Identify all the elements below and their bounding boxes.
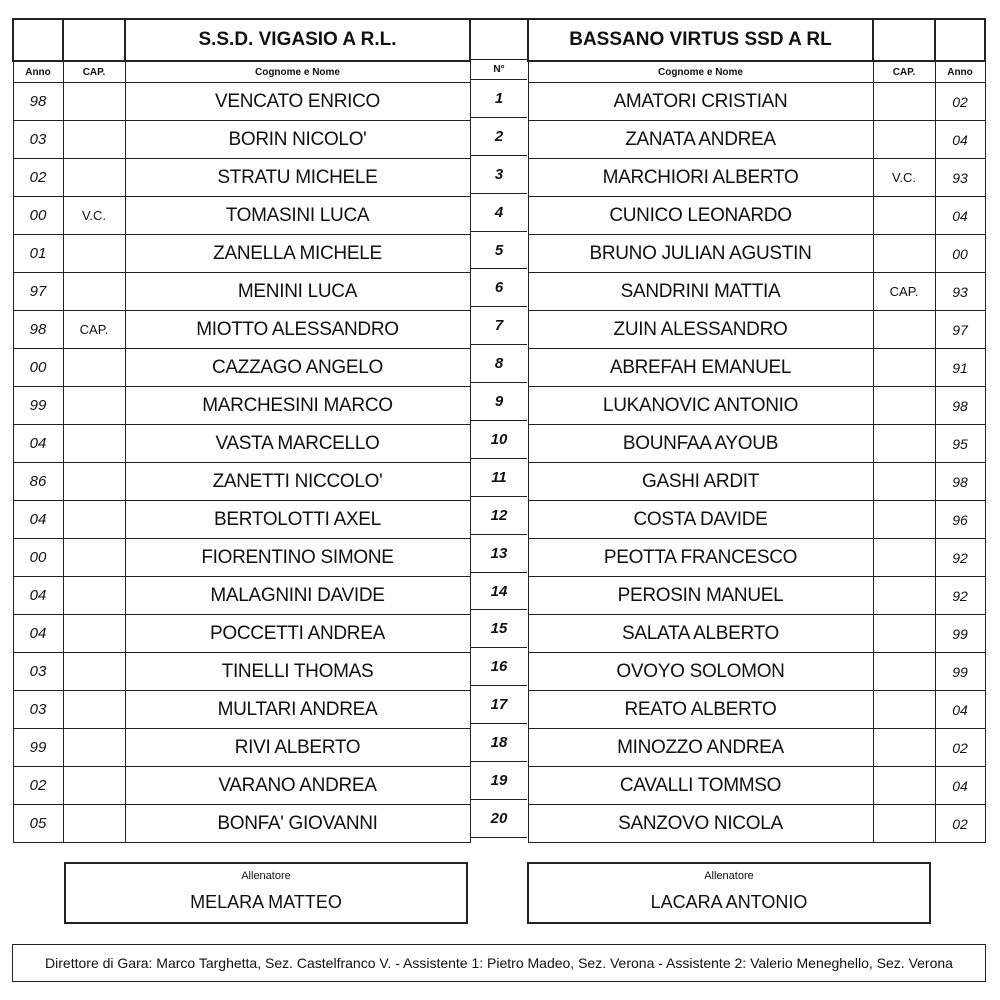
away-player-year: 04 (935, 197, 985, 235)
away-player-cap (873, 653, 935, 691)
away-player-name: PEOTTA FRANCESCO (528, 539, 873, 577)
away-player-name: OVOYO SOLOMON (528, 653, 873, 691)
away-player-row (528, 463, 985, 501)
home-player-year: 97 (13, 273, 63, 311)
home-coach-name: MELARA MATTEO (190, 892, 342, 912)
home-player-year: 02 (13, 767, 63, 805)
home-player-year: 04 (13, 577, 63, 615)
home-player-cap: CAP. (63, 311, 125, 349)
away-player-cap (873, 729, 935, 767)
away-coach-label: Allenatore (704, 870, 754, 882)
home-player-year: 99 (13, 729, 63, 767)
shirt-number: 4 (471, 194, 527, 232)
away-player-year: 99 (935, 653, 985, 691)
away-player-year: 00 (935, 235, 985, 273)
home-player-row (13, 729, 470, 767)
away-player-cap (873, 501, 935, 539)
away-player-row (528, 539, 985, 577)
shirt-number: 1 (471, 80, 527, 118)
away-player-year: 04 (935, 691, 985, 729)
home-player-year: 03 (13, 691, 63, 729)
away-player-year: 04 (935, 767, 985, 805)
home-player-name: ZANELLA MICHELE (125, 235, 470, 273)
home-player-row (13, 311, 470, 349)
home-player-row (13, 349, 470, 387)
home-player-name: MULTARI ANDREA (125, 691, 470, 729)
away-player-row (528, 653, 985, 691)
away-player-row (528, 501, 985, 539)
shirt-number: 6 (471, 269, 527, 307)
home-player-row (13, 159, 470, 197)
shirt-number: 11 (471, 459, 527, 497)
shirt-number: 18 (471, 724, 527, 762)
away-player-row (528, 615, 985, 653)
home-player-cap (63, 121, 125, 159)
home-player-cap (63, 767, 125, 805)
away-player-row (528, 121, 985, 159)
away-player-cap (873, 121, 935, 159)
away-player-cap (873, 805, 935, 843)
home-player-row (13, 501, 470, 539)
away-player-year: 04 (935, 121, 985, 159)
home-player-name: CAZZAGO ANGELO (125, 349, 470, 387)
home-player-row (13, 273, 470, 311)
home-player-row (13, 425, 470, 463)
home-player-cap: V.C. (63, 197, 125, 235)
away-player-cap (873, 387, 935, 425)
away-player-row (528, 729, 985, 767)
home-player-cap (63, 805, 125, 843)
away-team-table (527, 18, 986, 843)
away-player-name: LUKANOVIC ANTONIO (528, 387, 873, 425)
referee-info: Direttore di Gara: Marco Targhetta, Sez. Castelfranco V. - Assistente 1: Pietro Madeo, Sez. Verona - Assistente 2: Valerio Meneghello, Sez. Verona (12, 944, 986, 982)
home-player-row (13, 615, 470, 653)
away-player-year: 97 (935, 311, 985, 349)
away-player-year: 95 (935, 425, 985, 463)
shirt-number: 20 (471, 800, 527, 838)
away-player-row (528, 387, 985, 425)
home-player-name: VARANO ANDREA (125, 767, 470, 805)
home-player-name: VENCATO ENRICO (125, 83, 470, 121)
away-player-year: 96 (935, 501, 985, 539)
away-player-name: REATO ALBERTO (528, 691, 873, 729)
home-player-cap (63, 387, 125, 425)
home-coach-box (64, 862, 468, 924)
home-player-name: VASTA MARCELLO (125, 425, 470, 463)
shirt-number: 5 (471, 232, 527, 270)
away-player-row (528, 311, 985, 349)
away-player-row (528, 159, 985, 197)
home-player-row (13, 767, 470, 805)
away-player-row (528, 83, 985, 121)
shirt-number: 3 (471, 156, 527, 194)
home-player-row (13, 235, 470, 273)
away-player-cap (873, 691, 935, 729)
away-player-cap (873, 615, 935, 653)
home-player-name: RIVI ALBERTO (125, 729, 470, 767)
away-team-name: BASSANO VIRTUS SSD A RL (528, 19, 873, 61)
away-player-name: BOUNFAA AYOUB (528, 425, 873, 463)
home-player-cap (63, 501, 125, 539)
away-player-cap: V.C. (873, 159, 935, 197)
home-player-cap (63, 273, 125, 311)
away-player-name: CUNICO LEONARDO (528, 197, 873, 235)
home-player-year: 99 (13, 387, 63, 425)
shirt-number: 19 (471, 762, 527, 800)
home-player-row (13, 691, 470, 729)
home-player-year: 04 (13, 425, 63, 463)
home-player-list (13, 83, 470, 843)
home-player-name: TINELLI THOMAS (125, 653, 470, 691)
home-player-cap (63, 653, 125, 691)
home-player-row (13, 653, 470, 691)
away-player-cap: CAP. (873, 273, 935, 311)
home-player-year: 98 (13, 83, 63, 121)
home-team-name-row (13, 19, 470, 61)
home-coach-label: Allenatore (241, 870, 291, 882)
home-player-name: FIORENTINO SIMONE (125, 539, 470, 577)
shirt-number: 13 (471, 535, 527, 573)
away-player-name: MARCHIORI ALBERTO (528, 159, 873, 197)
home-name-header: Cognome e Nome (125, 61, 470, 83)
shirt-number: 2 (471, 118, 527, 156)
away-player-year: 93 (935, 273, 985, 311)
home-player-year: 98 (13, 311, 63, 349)
away-player-cap (873, 349, 935, 387)
shirt-number: 16 (471, 648, 527, 686)
home-player-name: POCCETTI ANDREA (125, 615, 470, 653)
home-player-cap (63, 577, 125, 615)
away-player-year: 98 (935, 387, 985, 425)
home-player-row (13, 577, 470, 615)
away-name-header: Cognome e Nome (528, 61, 873, 83)
away-player-name: ZUIN ALESSANDRO (528, 311, 873, 349)
away-player-list (528, 83, 985, 843)
home-player-name: MARCHESINI MARCO (125, 387, 470, 425)
away-player-name: ZANATA ANDREA (528, 121, 873, 159)
away-player-name: CAVALLI TOMMSO (528, 767, 873, 805)
away-player-name: GASHI ARDIT (528, 463, 873, 501)
away-player-name: ABREFAH EMANUEL (528, 349, 873, 387)
home-player-year: 00 (13, 539, 63, 577)
home-team-table (12, 18, 471, 843)
home-player-name: MENINI LUCA (125, 273, 470, 311)
away-player-row (528, 805, 985, 843)
away-cap-header: CAP. (873, 61, 935, 83)
away-player-year: 98 (935, 463, 985, 501)
number-list (471, 80, 527, 838)
home-player-year: 04 (13, 501, 63, 539)
number-column-top (471, 18, 527, 60)
home-player-year: 00 (13, 349, 63, 387)
home-header-row (13, 61, 470, 83)
away-player-row (528, 273, 985, 311)
away-player-cap (873, 197, 935, 235)
away-player-year: 92 (935, 577, 985, 615)
away-player-name: SALATA ALBERTO (528, 615, 873, 653)
home-player-cap (63, 159, 125, 197)
shirt-number: 12 (471, 497, 527, 535)
home-player-year: 04 (13, 615, 63, 653)
home-player-cap (63, 615, 125, 653)
home-cap-header: CAP. (63, 61, 125, 83)
home-player-row (13, 387, 470, 425)
number-header: N° (471, 60, 527, 80)
home-player-cap (63, 729, 125, 767)
away-player-year: 93 (935, 159, 985, 197)
shirt-number: 7 (471, 307, 527, 345)
away-player-year: 02 (935, 805, 985, 843)
shirt-number: 10 (471, 421, 527, 459)
home-player-name: TOMASINI LUCA (125, 197, 470, 235)
away-year-header: Anno (935, 61, 985, 83)
home-player-name: ZANETTI NICCOLO' (125, 463, 470, 501)
shirt-number: 14 (471, 573, 527, 611)
away-player-row (528, 349, 985, 387)
home-player-year: 03 (13, 121, 63, 159)
away-player-name: SANDRINI MATTIA (528, 273, 873, 311)
home-player-cap (63, 83, 125, 121)
away-coach-name: LACARA ANTONIO (650, 892, 808, 912)
away-player-row (528, 425, 985, 463)
home-player-row (13, 197, 470, 235)
away-player-name: BRUNO JULIAN AGUSTIN (528, 235, 873, 273)
home-player-year: 01 (13, 235, 63, 273)
away-player-row (528, 767, 985, 805)
away-player-name: SANZOVO NICOLA (528, 805, 873, 843)
home-player-row (13, 463, 470, 501)
home-player-year: 03 (13, 653, 63, 691)
home-player-row (13, 121, 470, 159)
home-year-header: Anno (13, 61, 63, 83)
away-player-row (528, 691, 985, 729)
away-player-row (528, 235, 985, 273)
away-player-cap (873, 539, 935, 577)
away-player-cap (873, 83, 935, 121)
home-player-year: 02 (13, 159, 63, 197)
home-player-name: BORIN NICOLO' (125, 121, 470, 159)
away-team-name-row (528, 19, 985, 61)
shirt-number: 9 (471, 383, 527, 421)
away-player-name: COSTA DAVIDE (528, 501, 873, 539)
home-player-name: STRATU MICHELE (125, 159, 470, 197)
away-player-year: 91 (935, 349, 985, 387)
home-player-cap (63, 235, 125, 273)
home-player-name: MIOTTO ALESSANDRO (125, 311, 470, 349)
away-player-cap (873, 577, 935, 615)
home-player-year: 00 (13, 197, 63, 235)
home-player-name: BERTOLOTTI AXEL (125, 501, 470, 539)
away-player-cap (873, 235, 935, 273)
home-player-cap (63, 425, 125, 463)
home-player-row (13, 83, 470, 121)
shirt-number: 8 (471, 345, 527, 383)
shirt-number-column (471, 18, 527, 838)
away-coach-box (527, 862, 931, 924)
away-header-row (528, 61, 985, 83)
away-player-year: 92 (935, 539, 985, 577)
away-player-year: 02 (935, 83, 985, 121)
home-player-name: BONFA' GIOVANNI (125, 805, 470, 843)
shirt-number: 15 (471, 610, 527, 648)
home-player-year: 05 (13, 805, 63, 843)
home-player-year: 86 (13, 463, 63, 501)
away-player-row (528, 577, 985, 615)
home-team-name: S.S.D. VIGASIO A R.L. (125, 19, 470, 61)
away-player-name: PEROSIN MANUEL (528, 577, 873, 615)
away-player-row (528, 197, 985, 235)
home-player-row (13, 539, 470, 577)
away-player-cap (873, 463, 935, 501)
away-player-name: AMATORI CRISTIAN (528, 83, 873, 121)
home-player-cap (63, 463, 125, 501)
away-player-cap (873, 767, 935, 805)
home-player-cap (63, 539, 125, 577)
away-player-cap (873, 311, 935, 349)
home-player-name: MALAGNINI DAVIDE (125, 577, 470, 615)
away-player-cap (873, 425, 935, 463)
away-player-year: 02 (935, 729, 985, 767)
away-player-name: MINOZZO ANDREA (528, 729, 873, 767)
home-player-row (13, 805, 470, 843)
home-player-cap (63, 691, 125, 729)
home-player-cap (63, 349, 125, 387)
shirt-number: 17 (471, 686, 527, 724)
away-player-year: 99 (935, 615, 985, 653)
